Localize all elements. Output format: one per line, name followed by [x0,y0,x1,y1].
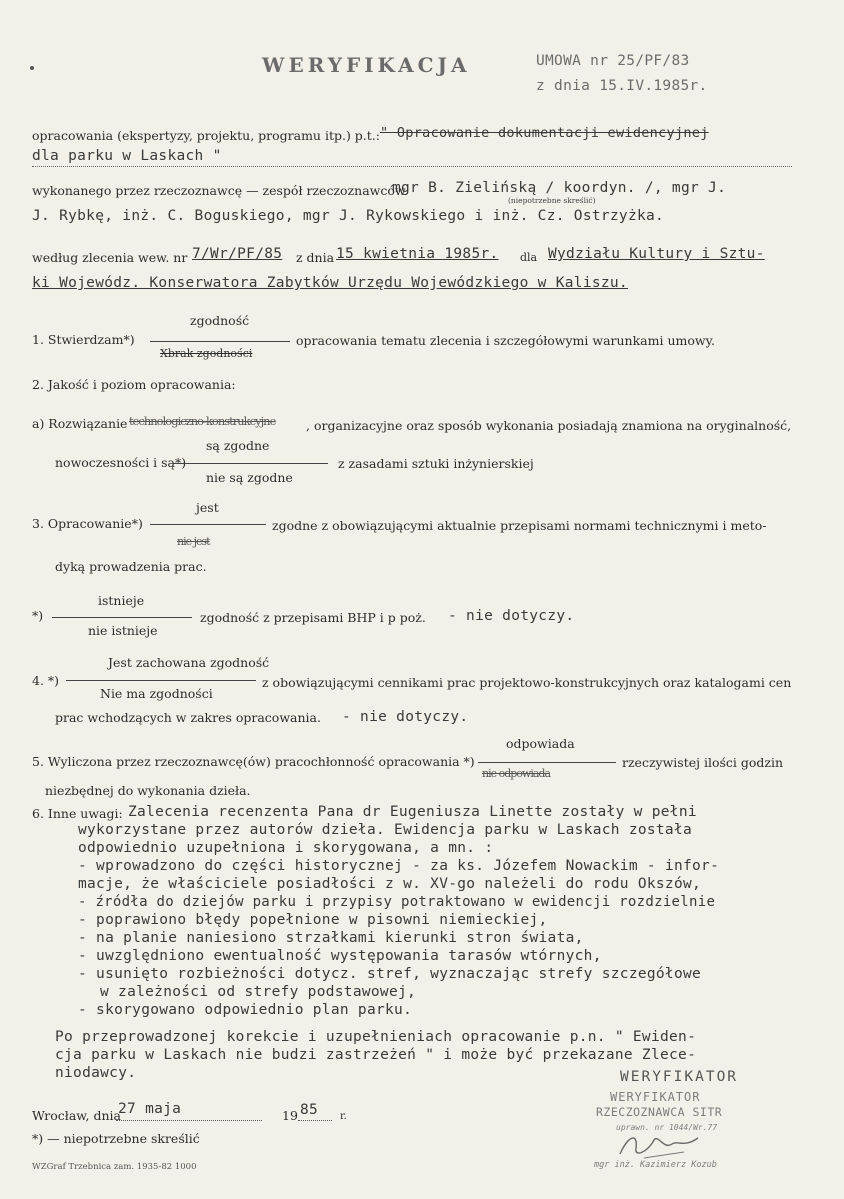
item3-divider [150,524,266,525]
remark-line: - usunięto rozbieżności dotycz. stref, wyznaczając strefy szczegółowe [78,966,702,982]
footer-place: Wrocław, dnia [32,1108,121,1123]
footer-year-suffix: r. [340,1111,347,1122]
item6-number: 6. Inne uwagi: [32,806,123,821]
stamp-line-3: uprawn. nr 1044/Wr.77 [616,1123,718,1132]
stamp-line-1: WERYFIKATOR [610,1090,701,1104]
bhp-typed: - nie dotyczy. [448,608,575,624]
order-date: 15 kwietnia 1985r. [336,246,499,262]
item2-option-bottom: nie są zgodne [206,470,293,485]
item4-divider [66,680,256,681]
footer-year-prefix: 19 [282,1108,298,1123]
footer-footnote: *) — niepotrzebne skreślić [32,1131,200,1146]
punch-hole-mark [30,66,34,70]
footer-year: 85 [300,1102,319,1118]
conclusion-line: Po przeprowadzonej korekcie i uzupełnieniach opracowanie p.n. " Ewiden- [55,1029,697,1045]
item2-title: 2. Jakość i poziom opracowania: [32,377,236,392]
item3-text: zgodne z obowiązującymi aktualnie przepisami normami technicznymi i meto- [272,518,767,533]
remark-line: odpowiednio uzupełniona i skorygowana, a mn. : [78,840,494,856]
item2a-text: , organizacyjne oraz sposób wykonania posiadają znamiona na oryginalność, [306,418,792,433]
performer-typed-2: J. Rybkę, inż. C. Boguskiego, mgr J. Rykowskiego i inż. Cz. Ostrzyżka. [32,208,665,224]
item5-option-top: odpowiada [506,736,575,751]
stamp-line-4: mgr inż. Kazimierz Kozub [594,1160,717,1170]
performer-typed-1: mgr B. Zielińską / koordyn. /, mgr J. [392,180,727,196]
remark-line: wykorzystane przez autorów dzieła. Ewidencja parku w Laskach została [78,822,693,838]
handwritten-signature [614,1128,704,1162]
item5-text-2: niezbędnej do wykonania dzieła. [45,783,251,798]
item4-number: 4. *) [32,673,60,688]
footer-day: 27 maja [118,1101,182,1117]
item3-option-bottom-struck: nie jest [177,535,210,548]
remark-line: w zależności od strefy podstawowej, [100,984,417,1000]
item2a-struck-text: technologiczno-konstrukcyjne [129,414,276,428]
item1-option-bottom-struck: Xbrak zgodności [160,347,253,360]
order-for-label: dla [520,251,538,264]
item2-novelty-label: nowoczesności i są*) [55,455,187,470]
order-typed-2: ki Wojewódz. Konserwatora Zabytków Urzędu Wojewódzkiego w Kaliszu. [32,275,628,291]
item2-divider [172,463,328,464]
item3-option-top: jest [196,500,219,515]
bhp-option-bottom: nie istnieje [88,623,158,638]
item3-number: 3. Opracowanie*) [32,516,143,531]
item5-number: 5. Wyliczona przez rzeczoznawcę(ów) pracochłonność opracowania *) [32,754,475,769]
item4-text: z obowiązującymi cennikami prac projektowo-konstrukcyjnych oraz katalogami cen [262,675,792,690]
stamp-line-2: RZECZOZNAWCA SITR [596,1105,723,1119]
subject-label: opracowania (ekspertyzy, projektu, programu itp.) p.t.: [32,128,380,143]
item4-option-bottom: Nie ma zgodności [100,686,213,701]
bhp-text: zgodność z przepisami BHP i p poż. [200,610,426,625]
item4-text-2: prac wchodzących w zakres opracowania. [55,710,321,725]
remark-line: Zalecenia recenzenta Pana dr Eugeniusza Linette zostały w pełni [128,804,697,820]
performer-note: (niepotrzebne skreślić) [508,196,596,205]
order-typed-1: Wydziału Kultury i Sztu- [548,246,765,262]
order-date-label: z dnia [296,250,335,265]
item5-text: rzeczywistej ilości godzin [622,755,784,770]
remark-line: - wprowadzono do części historycznej - za ks. Józefem Nowackim - infor- [78,858,720,874]
item4-typed: - nie dotyczy. [342,709,469,725]
contract-date: z dnia 15.IV.1985r. [536,78,708,94]
item2a-label: a) Rozwiązanie [32,416,128,431]
item1-number: 1. Stwierdzam*) [32,332,135,347]
conclusion-line: cja parku w Laskach nie budzi zastrzeżeń " i może być przekazane Zlece- [55,1047,697,1063]
item4-option-top: Jest zachowana zgodność [108,655,270,670]
subject-underline [32,166,792,167]
bhp-number: *) [32,608,44,623]
remark-line: - skorygowano odpowiednio plan parku. [78,1002,413,1018]
remark-line: - poprawiono błędy popełnione w pisowni niemieckiej, [78,912,548,928]
remark-line: macje, że właściciele posiadłości z w. XV-go należeli do rodu Okszów, [78,876,702,892]
item5-divider [478,762,616,763]
item2-option-top: są zgodne [206,438,270,453]
item1-text: opracowania tematu zlecenia i szczegółowymi warunkami umowy. [296,333,715,348]
contract-number: UMOWA nr 25/PF/83 [536,53,690,69]
order-label: według zlecenia wew. nr [32,250,188,265]
footer-year-line [298,1120,332,1121]
bhp-option-top: istnieje [98,593,145,608]
footer-day-line [116,1120,262,1121]
remark-line: - na planie naniesiono strzałkami kierunki stron świata, [78,930,584,946]
performer-label: wykonanego przez rzeczoznawcę — zespół rzeczoznawców [32,183,406,198]
document-title: WERYFIKACJA [262,53,471,77]
item1-option-top: zgodność [190,313,250,328]
order-number: 7/Wr/PF/85 [192,246,283,262]
bhp-divider [52,617,192,618]
remark-line: - źródła do dziejów parku i przypisy potraktowano w ewidencji rozdzielnie [78,894,716,910]
item2-novelty-text: z zasadami sztuki inżynierskiej [338,456,534,471]
subject-typed-struck: " Opracowanie dokumentacji ewidencyjnej [380,125,709,141]
conclusion-line: niodawcy. [55,1065,137,1081]
item1-divider [150,341,290,342]
verifier-typed: WERYFIKATOR [620,1069,739,1085]
footer-printer: WZGraf Trzebnica zam. 1935-82 1000 [32,1162,197,1172]
remark-line: - uwzględniono ewentualność występowania tarasów wtórnych, [78,948,602,964]
item5-option-bottom-struck: nie odpowiada [482,767,551,780]
item3-text-2: dyką prowadzenia prac. [55,559,207,574]
subject-typed: dla parku w Laskach " [32,148,222,164]
